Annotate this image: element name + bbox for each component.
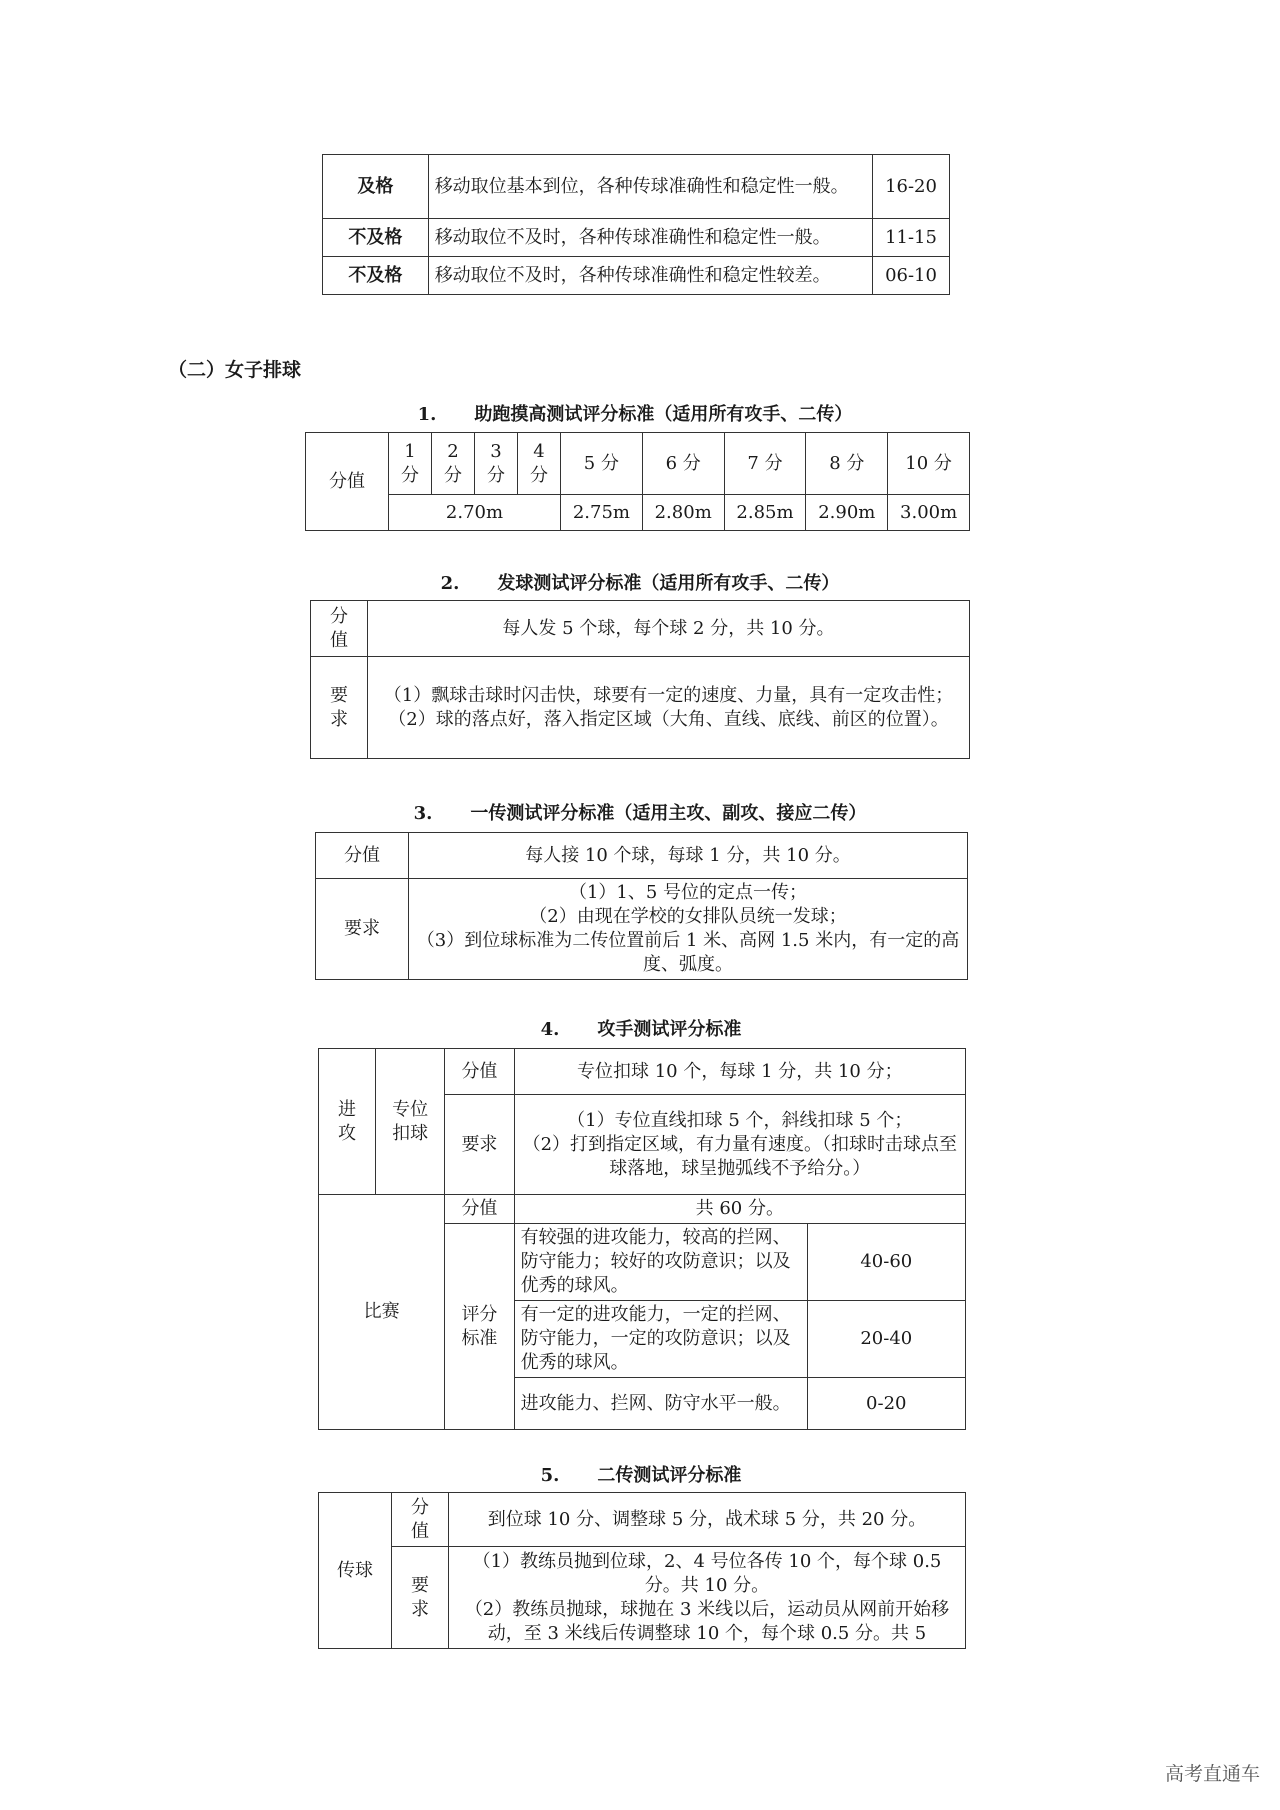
score-value: 每人接 10 个球，每球 1 分，共 10 分。: [409, 833, 968, 879]
criteria-desc: 有一定的进攻能力，一定的拦网、防守能力，一定的攻防意识；以及优秀的球风。: [514, 1301, 807, 1378]
desc-cell: 移动取位不及时，各种传球准确性和稳定性一般。: [428, 219, 872, 257]
score-cell: [475, 433, 518, 495]
height-cell: 3.00m: [888, 495, 970, 531]
title-number: 4.: [540, 1019, 560, 1040]
criteria-label: 评分 标准: [445, 1224, 514, 1430]
score-label: 分值: [445, 1049, 514, 1095]
score-cell: 6 分: [642, 433, 724, 495]
level-cell: 及格: [323, 155, 429, 219]
title-number: 3.: [413, 803, 433, 824]
score-text: 4 分: [530, 440, 548, 486]
reception-table: [315, 832, 968, 980]
score-label: 分值: [316, 833, 409, 879]
level-cell: 不及格: [323, 219, 429, 257]
requirement-item: （1）1、5 号位的定点一传；: [568, 882, 808, 903]
requirement-item: （3）到位球标准为二传位置前后 1 米、高网 1.5 米内，有一定的高度、弧度。: [416, 930, 960, 975]
attacker-table: [318, 1048, 966, 1430]
title-text: 助跑摸高测试评分标准（适用所有攻手、二传）: [474, 404, 853, 425]
requirement-label: 要 求: [392, 1547, 449, 1649]
requirement-item: （1）专位直线扣球 5 个，斜线扣球 5 个；: [567, 1109, 913, 1131]
serve-table: [310, 600, 970, 759]
title-text: 一传测试评分标准（适用主攻、副攻、接应二传）: [470, 803, 867, 824]
table-title: [318, 1018, 964, 1042]
score-text: 2 分: [444, 440, 462, 486]
run-reach-table: [305, 432, 970, 531]
title-number: 2.: [440, 573, 460, 594]
score-label: 分 值: [311, 601, 368, 657]
score-cell: 8 分: [806, 433, 888, 495]
pass-label: 传球: [319, 1493, 392, 1649]
table-title: [318, 1464, 964, 1488]
score-label: 分值: [445, 1195, 514, 1224]
section-heading: （二）女子排球: [168, 359, 302, 381]
score-cell: 7 分: [724, 433, 806, 495]
score-cell: 16-20: [873, 155, 950, 219]
height-cell: 2.75m: [561, 495, 643, 531]
setter-table: [318, 1492, 966, 1649]
score-value: 到位球 10 分、调整球 5 分，战术球 5 分，共 20 分。: [449, 1493, 966, 1547]
score-cell: 11-15: [873, 219, 950, 257]
score-label: 分 值: [392, 1493, 449, 1547]
table-title: [305, 403, 965, 427]
requirement-item: （2）打到指定区域，有力量有速度。（扣球时击球点至球落地，球呈抛弧线不予给分。）: [522, 1133, 958, 1179]
spike-label: 专位 扣球: [375, 1049, 444, 1195]
requirement-cell: [449, 1547, 966, 1649]
height-cell: 2.80m: [642, 495, 724, 531]
requirement-cell: [409, 879, 968, 980]
requirement-label: 要求: [445, 1095, 514, 1195]
title-text: 发球测试评分标准（适用所有攻手、二传）: [497, 573, 840, 594]
table-title: [310, 572, 970, 596]
score-text: 3 分: [487, 440, 505, 486]
requirement-item: （1）教练员抛到位球，2、4 号位各传 10 个，每个球 0.5 分。共 10 分。: [472, 1550, 942, 1596]
score-value: 每人发 5 个球，每个球 2 分，共 10 分。: [368, 601, 970, 657]
attack-label: 进 攻: [319, 1049, 376, 1195]
requirement-item: （2）教练员抛球，球抛在 3 米线以后，运动员从网前开始移动，至 3 米线后传调整球 10 个，每个球 0.5 分。共 5: [464, 1598, 950, 1644]
height-cell: 2.90m: [806, 495, 888, 531]
requirement-item: （2）球的落点好，落入指定区域（大角、直线、底线、前区的位置）。: [388, 708, 949, 730]
score-value: 专位扣球 10 个，每球 1 分，共 10 分；: [514, 1049, 965, 1095]
requirement-item: （2）由现在学校的女排队员统一发球；: [529, 906, 847, 927]
score-cell: 06-10: [873, 257, 950, 295]
score-cell: [518, 433, 561, 495]
score-cell: 10 分: [888, 433, 970, 495]
score-cell: [389, 433, 432, 495]
requirement-cell: [514, 1095, 965, 1195]
watermark: 高考直通车: [1164, 1763, 1260, 1785]
desc-cell: 移动取位不及时，各种传球准确性和稳定性较差。: [428, 257, 872, 295]
level-cell: 不及格: [323, 257, 429, 295]
title-number: 5.: [540, 1465, 560, 1486]
requirement-item: （1）飘球击球时闪击快，球要有一定的速度、力量，具有一定攻击性；: [383, 684, 954, 706]
score-text: 1 分: [401, 440, 419, 486]
table-title: [315, 802, 965, 826]
match-label: 比赛: [319, 1195, 445, 1430]
requirement-cell: [368, 657, 970, 759]
criteria-desc: 有较强的进攻能力，较高的拦网、防守能力；较好的攻防意识；以及优秀的球风。: [514, 1224, 807, 1301]
score-value: 共 60 分。: [514, 1195, 965, 1224]
height-cell: 2.85m: [724, 495, 806, 531]
grading-table-continued: [322, 154, 950, 295]
desc-cell: 移动取位基本到位，各种传球准确性和稳定性一般。: [428, 155, 872, 219]
score-label: 分值: [306, 433, 389, 531]
criteria-score: 0-20: [807, 1378, 965, 1430]
title-text: 攻手测试评分标准: [597, 1019, 742, 1040]
score-cell: [432, 433, 475, 495]
requirement-label: 要求: [316, 879, 409, 980]
requirement-label: 要 求: [311, 657, 368, 759]
height-cell: 2.70m: [389, 495, 561, 531]
criteria-desc: 进攻能力、拦网、防守水平一般。: [514, 1378, 807, 1430]
criteria-score: 40-60: [807, 1224, 965, 1301]
title-text: 二传测试评分标准: [597, 1465, 742, 1486]
title-number: 1.: [417, 404, 437, 425]
score-cell: 5 分: [561, 433, 643, 495]
criteria-score: 20-40: [807, 1301, 965, 1378]
